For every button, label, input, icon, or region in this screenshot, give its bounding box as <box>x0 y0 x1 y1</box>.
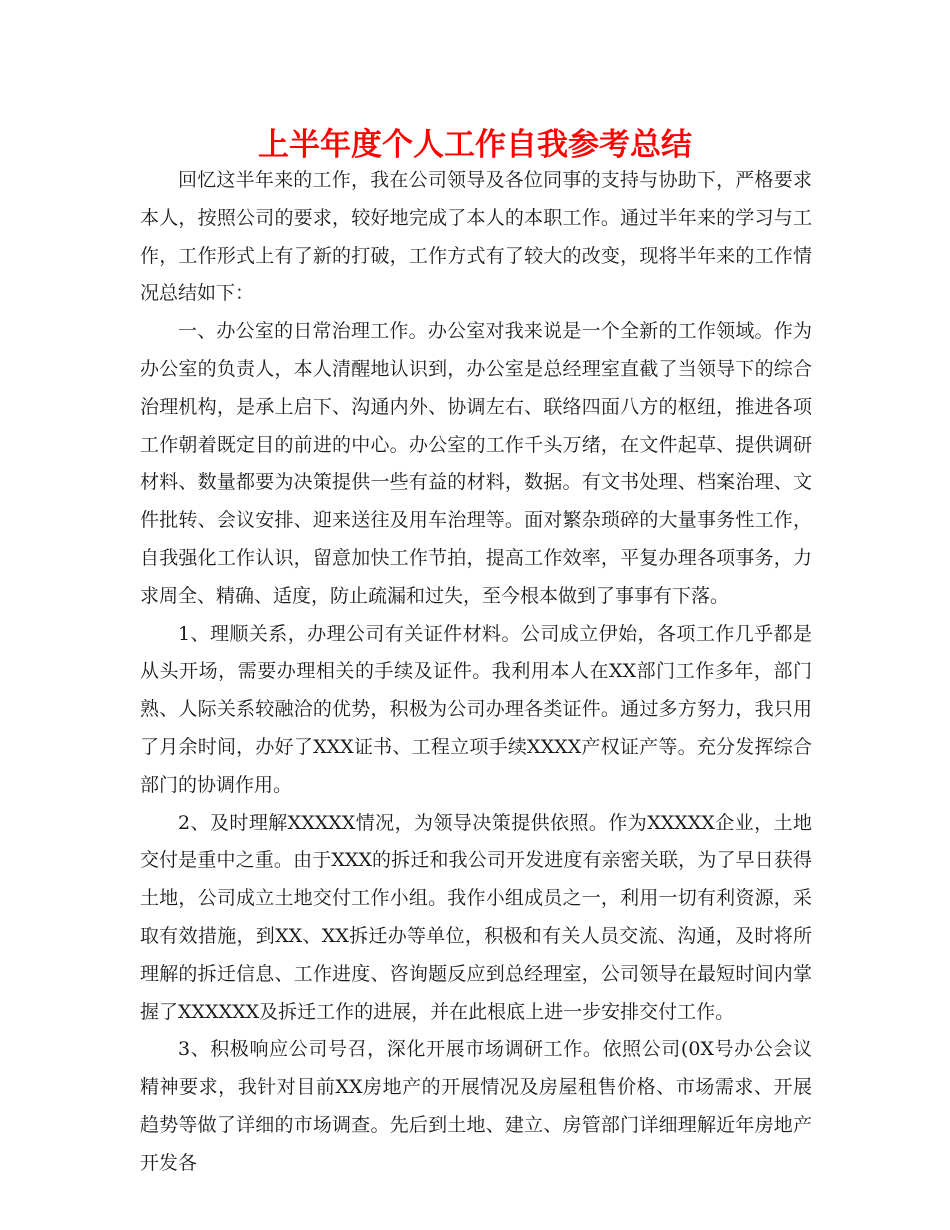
paragraph-intro: 回忆这半年来的工作，我在公司领导及各位同事的支持与协助下，严格要求本人，按照公司的要求，较好地完成了本人的本职工作。通过半年来的学习与工作，工作形式上有了新的打破，工作方式有了较大的改变，现将半年来的工作情况总结如下： <box>140 169 812 305</box>
paragraph-section-1: 一、办公室的日常治理工作。办公室对我来说是一个全新的工作领域。作为办公室的负责人，本人清醒地认识到，办公室是总经理室直截了当领导下的综合治理机构，是承上启下、沟通内外、协调左右、联络四面八方的枢纽，推进各项工作朝着既定目的前进的中心。办公室的工作千头万绪，在文件起草、提供调研材料、数量都要为决策提供一些有益的材料，数据。有文书处理、档案治理、文件批转、会议安排、迎来送往及用车治理等。面对繁杂琐碎的大量事务性工作，自我强化工作认识，留意加快工作节拍，提高工作效率，平复办理各项事务，力求周全、精确、适度，防止疏漏和过失，至今根本做到了事事有下落。 <box>140 320 812 607</box>
document-body <box>140 162 812 1183</box>
paragraph-item-1: 1、理顺关系，办理公司有关证件材料。公司成立伊始，各项工作几乎都是从头开场，需要办理相关的手续及证件。我利用本人在XX部门工作多年，部门熟、人际关系较融洽的优势，积极为公司办理各类证件。通过多方努力，我只用了月余时间，办好了XXX证书、工程立项手续XXXX产权证产等。充分发挥综合部门的协调作用。 <box>140 622 812 796</box>
paragraph-item-2: 2、及时理解XXXXX情况，为领导决策提供依照。作为XXXXX企业，土地交付是重中之重。由于XXX的拆迁和我公司开发进度有亲密关联，为了早日获得土地，公司成立土地交付工作小组。我作小组成员之一，利用一切有利资源，采取有效措施，到XX、XX拆迁办等单位，积极和有关人员交流、沟通，及时将所理解的拆迁信息、工作进度、咨询题反应到总经理室，公司领导在最短时间内掌握了XXXXXX及拆迁工作的进展，并在此根底上进一步安排交付工作。 <box>140 811 812 1023</box>
document-title: 上半年度个人工作自我参考总结 <box>258 127 692 163</box>
paragraph-item-3: 3、积极响应公司号召，深化开展市场调研工作。依照公司(0X号办公会议精神要求，我针对目前XX房地产的开展情况及房屋租售价格、市场需求、开展趋势等做了详细的市场调查。先后到土地、建立、房管部门详细理解近年房地产开发各 <box>140 1038 812 1174</box>
